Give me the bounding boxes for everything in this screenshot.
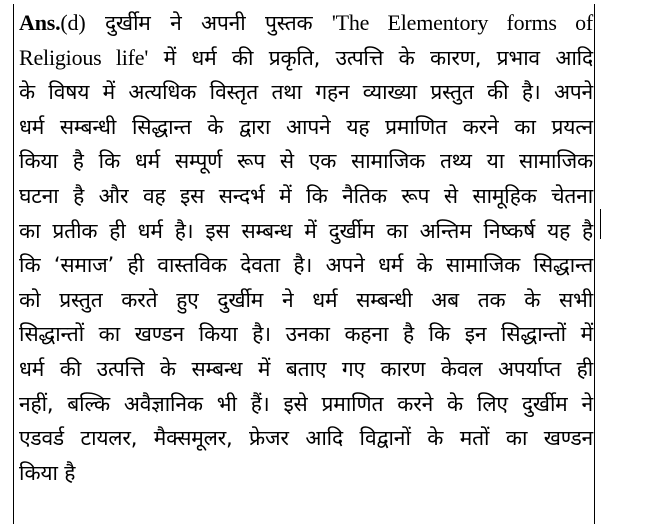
book-title-part-2: Religious life' — [19, 44, 149, 70]
answer-line-13: एडवर्ड टायलर, मैक्समूलर, फ्रेजर आदि विद्वानों के मतों का खण्डन — [19, 426, 593, 451]
answer-line-6: घटना है और वह इस सन्दर्भ में कि नैतिक रूप से सामूहिक चेतना — [19, 183, 593, 208]
answer-line-11: धर्म की उत्पत्ति के सम्बन्ध में बताए गए कारण केवल अपर्याप्त ही — [19, 356, 593, 381]
answer-line-12: नहीं, बल्कि अवैज्ञानिक भी हैं। इसे प्रमाणित करने के लिए दुर्खीम ने — [19, 391, 593, 416]
answer-text-block — [19, 6, 593, 490]
answer-line-2 — [19, 41, 593, 76]
answer-line-9: को प्रस्तुत करते हुए दुर्खीम ने धर्म सम्बन्धी अब तक के सभी — [19, 287, 593, 312]
answer-line-5: किया है कि धर्म सम्पूर्ण रूप से एक सामाजिक तथ्य या सामाजिक — [19, 149, 593, 174]
answer-line-3: के विषय में अत्यधिक विस्तृत तथा गहन व्याख्या प्रस्तुत की है। अपने — [19, 80, 593, 105]
answer-line-10: सिद्धान्तों का खण्डन किया है। उनका कहना है कि इन सिद्धान्तों में — [19, 322, 593, 347]
answer-line-8: कि ‘समाज’ ही वास्तविक देवता है। अपने धर्म के सामाजिक सिद्धान्त — [19, 253, 593, 278]
answer-option: (d) — [60, 10, 86, 35]
answer-label: Ans. — [19, 10, 61, 35]
answer-text-segment: दुर्खीम ने अपनी पुस्तक — [104, 11, 313, 35]
answer-line-4: धर्म सम्बन्धी सिद्धान्त के द्वारा आपने यह प्रमाणित करने का प्रयत्न — [19, 114, 593, 139]
answer-text-segment: में धर्म की प्रकृति, उत्पत्ति के कारण, प्रभाव आदि — [163, 45, 594, 70]
answer-line-7: का प्रतीक ही धर्म है। इस सम्बन्ध में दुर्खीम का अन्तिम निष्कर्ष यह है — [19, 218, 593, 243]
answer-line-1 — [19, 6, 593, 41]
answer-line-14: किया है — [19, 460, 76, 485]
book-title-part-1: 'The Elementory forms of — [331, 10, 594, 35]
text-cursor — [600, 209, 601, 239]
